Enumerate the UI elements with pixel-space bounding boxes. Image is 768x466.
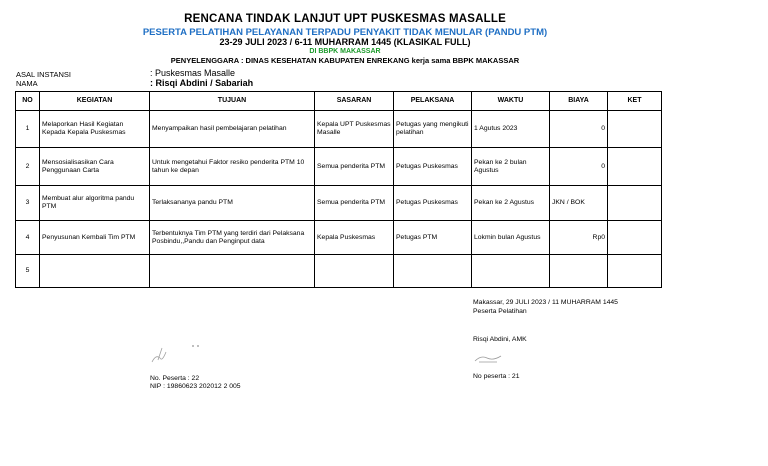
cell-waktu: Pekan ke 2 Agustus	[472, 186, 550, 221]
instansi-value: : Puskesmas Masalle	[150, 68, 236, 78]
document-title: RENCANA TINDAK LANJUT UPT PUSKESMAS MASALLE	[184, 13, 506, 25]
cell-tujuan	[150, 255, 315, 288]
training-dates: 23-29 JULI 2023 / 6-11 MUHARRAM 1445 (KLASIKAL FULL)	[219, 37, 471, 47]
cell-no: 4	[16, 221, 40, 255]
table-row	[16, 221, 662, 255]
header-biaya: BIAYA	[550, 92, 608, 111]
nama-label: NAMA	[16, 79, 38, 88]
cell-biaya	[550, 255, 608, 288]
participant-number-right: No peserta : 21	[473, 373, 520, 380]
table-header-row	[16, 92, 662, 111]
table-row	[16, 148, 662, 186]
signature-name-right: Risqi Abdini, AMK	[473, 336, 527, 343]
cell-no: 3	[16, 186, 40, 221]
instansi-label: ASAL INSTANSI	[16, 70, 72, 79]
signature-left-mark	[148, 340, 208, 368]
cell-biaya: 0	[550, 111, 608, 148]
signature-role: Peserta Pelatihan	[473, 308, 527, 315]
table-row	[16, 186, 662, 221]
signature-place-date: Makassar, 29 JULI 2023 / 11 MUHARRAM 1445	[473, 299, 618, 306]
cell-ket	[608, 186, 662, 221]
cell-biaya: Rp0	[550, 221, 608, 255]
cell-sasaran: Semua penderita PTM	[315, 186, 394, 221]
header-sasaran: SASARAN	[315, 92, 394, 111]
header-kegiatan: KEGIATAN	[40, 92, 150, 111]
cell-kegiatan: Mensosialisasikan Cara Penggunaan Carta	[40, 148, 150, 186]
cell-biaya: 0	[550, 148, 608, 186]
document-subtitle: PESERTA PELATIHAN PELAYANAN TERPADU PENYAKIT TIDAK MENULAR (PANDU PTM)	[142, 27, 548, 38]
cell-no: 5	[16, 255, 40, 288]
cell-ket	[608, 111, 662, 148]
cell-kegiatan: Penyusunan Kembali Tim PTM	[40, 221, 150, 255]
cell-pelaksana: Petugas yang mengikuti pelatihan	[394, 111, 472, 148]
nama-value: : Risqi Abdini / Sabariah	[150, 78, 254, 88]
cell-pelaksana: Petugas Puskesmas	[394, 186, 472, 221]
header-tujuan: TUJUAN	[150, 92, 315, 111]
cell-pelaksana	[394, 255, 472, 288]
header-no: NO	[16, 92, 40, 111]
cell-tujuan: Terlaksananya pandu PTM	[150, 186, 315, 221]
cell-kegiatan: Membuat alur algoritma pandu PTM	[40, 186, 150, 221]
cell-waktu: Pekan ke 2 bulan Agustus	[472, 148, 550, 186]
organizer-line: PENYELENGGARA : DINAS KESEHATAN KABUPATEN ENREKANG kerja sama BBPK MAKASSAR	[170, 56, 520, 65]
cell-sasaran: Kepala UPT Puskesmas Masalle	[315, 111, 394, 148]
cell-ket	[608, 148, 662, 186]
header-waktu: WAKTU	[472, 92, 550, 111]
cell-waktu	[472, 255, 550, 288]
cell-waktu: Lokmin bulan Agustus	[472, 221, 550, 255]
cell-ket	[608, 255, 662, 288]
cell-tujuan: Menyampaikan hasil pembelajaran pelatihan	[150, 111, 315, 148]
cell-tujuan: Terbentuknya Tim PTM yang terdiri dari Pelaksana Posbindu,,Pandu dan Penginput data	[150, 221, 315, 255]
table-row	[16, 255, 662, 288]
cell-tujuan: Untuk mengetahui Faktor resiko penderita PTM 10 tahun ke depan	[150, 148, 315, 186]
cell-no: 2	[16, 148, 40, 186]
cell-sasaran: Semua penderita PTM	[315, 148, 394, 186]
participant-number-left: No. Peserta : 22	[150, 375, 200, 382]
table-row	[16, 111, 662, 148]
cell-waktu: 1 Agutus 2023	[472, 111, 550, 148]
cell-kegiatan: Melaporkan Hasil Kegiatan Kepada Kepala Puskesmas	[40, 111, 150, 148]
action-plan-table	[15, 91, 662, 288]
nip-left: NIP : 19860623 202012 2 005	[150, 383, 241, 390]
cell-pelaksana: Petugas Puskesmas	[394, 148, 472, 186]
header-pelaksana: PELAKSANA	[394, 92, 472, 111]
training-place: DI BBPK MAKASSAR	[309, 48, 381, 55]
cell-no: 1	[16, 111, 40, 148]
cell-sasaran: Kepala Puskesmas	[315, 221, 394, 255]
cell-biaya: JKN / BOK	[550, 186, 608, 221]
header-ket: KET	[608, 92, 662, 111]
cell-kegiatan	[40, 255, 150, 288]
cell-ket	[608, 221, 662, 255]
cell-sasaran	[315, 255, 394, 288]
signature-right-mark	[473, 350, 503, 366]
cell-pelaksana: Petugas PTM	[394, 221, 472, 255]
